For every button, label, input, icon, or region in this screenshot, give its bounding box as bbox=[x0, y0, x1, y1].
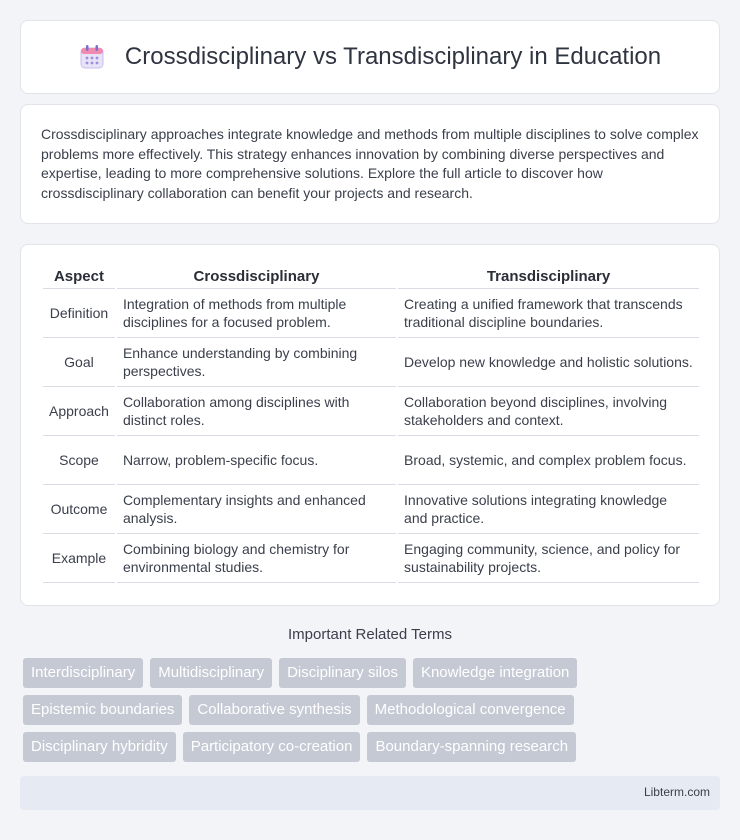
aspect-cell: Example bbox=[43, 534, 115, 583]
term-tag[interactable]: Interdisciplinary bbox=[23, 658, 143, 688]
comparison-table bbox=[41, 267, 701, 583]
table-row bbox=[43, 436, 699, 485]
page-title: Crossdisciplinary vs Transdisciplinary in Education bbox=[124, 43, 662, 70]
crossdisciplinary-cell: Enhance understanding by combining perspectives. bbox=[117, 338, 396, 387]
transdisciplinary-cell: Engaging community, science, and policy for sustainability projects. bbox=[398, 534, 699, 583]
calendar-icon bbox=[79, 44, 105, 70]
term-tag[interactable]: Methodological convergence bbox=[367, 695, 574, 725]
table-row bbox=[43, 534, 699, 583]
term-tag[interactable]: Disciplinary silos bbox=[279, 658, 406, 688]
table-row bbox=[43, 387, 699, 436]
transdisciplinary-cell: Collaboration beyond disciplines, involving stakeholders and context. bbox=[398, 387, 699, 436]
aspect-cell: Definition bbox=[43, 289, 115, 338]
crossdisciplinary-cell: Collaboration among disciplines with distinct roles. bbox=[117, 387, 396, 436]
tag-row bbox=[23, 695, 723, 725]
table-row bbox=[43, 338, 699, 387]
crossdisciplinary-cell: Integration of methods from multiple disciplines for a focused problem. bbox=[117, 289, 396, 338]
term-tag[interactable]: Epistemic boundaries bbox=[23, 695, 182, 725]
column-header-transdisciplinary: Transdisciplinary bbox=[398, 267, 699, 289]
table-row bbox=[43, 289, 699, 338]
comparison-table-card bbox=[20, 244, 720, 606]
term-tag[interactable]: Participatory co-creation bbox=[183, 732, 361, 762]
term-tag[interactable]: Multidisciplinary bbox=[150, 658, 272, 688]
crossdisciplinary-cell: Combining biology and chemistry for environmental studies. bbox=[117, 534, 396, 583]
aspect-cell: Scope bbox=[43, 436, 115, 485]
aspect-cell: Outcome bbox=[43, 485, 115, 534]
related-terms-heading: Important Related Terms bbox=[288, 626, 452, 643]
aspect-cell: Approach bbox=[43, 387, 115, 436]
column-header-aspect: Aspect bbox=[43, 267, 115, 289]
crossdisciplinary-cell: Complementary insights and enhanced analysis. bbox=[117, 485, 396, 534]
column-header-crossdisciplinary: Crossdisciplinary bbox=[117, 267, 396, 289]
transdisciplinary-cell: Innovative solutions integrating knowledge and practice. bbox=[398, 485, 699, 534]
tag-row bbox=[23, 732, 723, 762]
transdisciplinary-cell: Develop new knowledge and holistic solutions. bbox=[398, 338, 699, 387]
term-tag[interactable]: Knowledge integration bbox=[413, 658, 577, 688]
footer-site-link[interactable]: Libterm.com bbox=[643, 785, 710, 799]
crossdisciplinary-cell: Narrow, problem-specific focus. bbox=[117, 436, 396, 485]
intro-paragraph: Crossdisciplinary approaches integrate knowledge and methods from multiple disciplines to solve complex problems more effectively. This strategy enhances innovation by combining diverse perspectives and expertise, leading to more comprehensive solutions. Explore the full article to discover how crossdisciplinary collaboration can benefit your projects and research. bbox=[41, 126, 699, 201]
footer bbox=[20, 776, 720, 810]
header-card bbox=[20, 20, 720, 94]
term-tag[interactable]: Collaborative synthesis bbox=[189, 695, 359, 725]
table-header-row bbox=[43, 267, 699, 289]
intro-card bbox=[20, 104, 720, 224]
term-tag[interactable]: Disciplinary hybridity bbox=[23, 732, 176, 762]
tag-row bbox=[23, 658, 723, 688]
table-row bbox=[43, 485, 699, 534]
transdisciplinary-cell: Creating a unified framework that transcends traditional discipline boundaries. bbox=[398, 289, 699, 338]
related-terms-list bbox=[23, 658, 723, 769]
transdisciplinary-cell: Broad, systemic, and complex problem focus. bbox=[398, 436, 699, 485]
term-tag[interactable]: Boundary-spanning research bbox=[367, 732, 576, 762]
aspect-cell: Goal bbox=[43, 338, 115, 387]
